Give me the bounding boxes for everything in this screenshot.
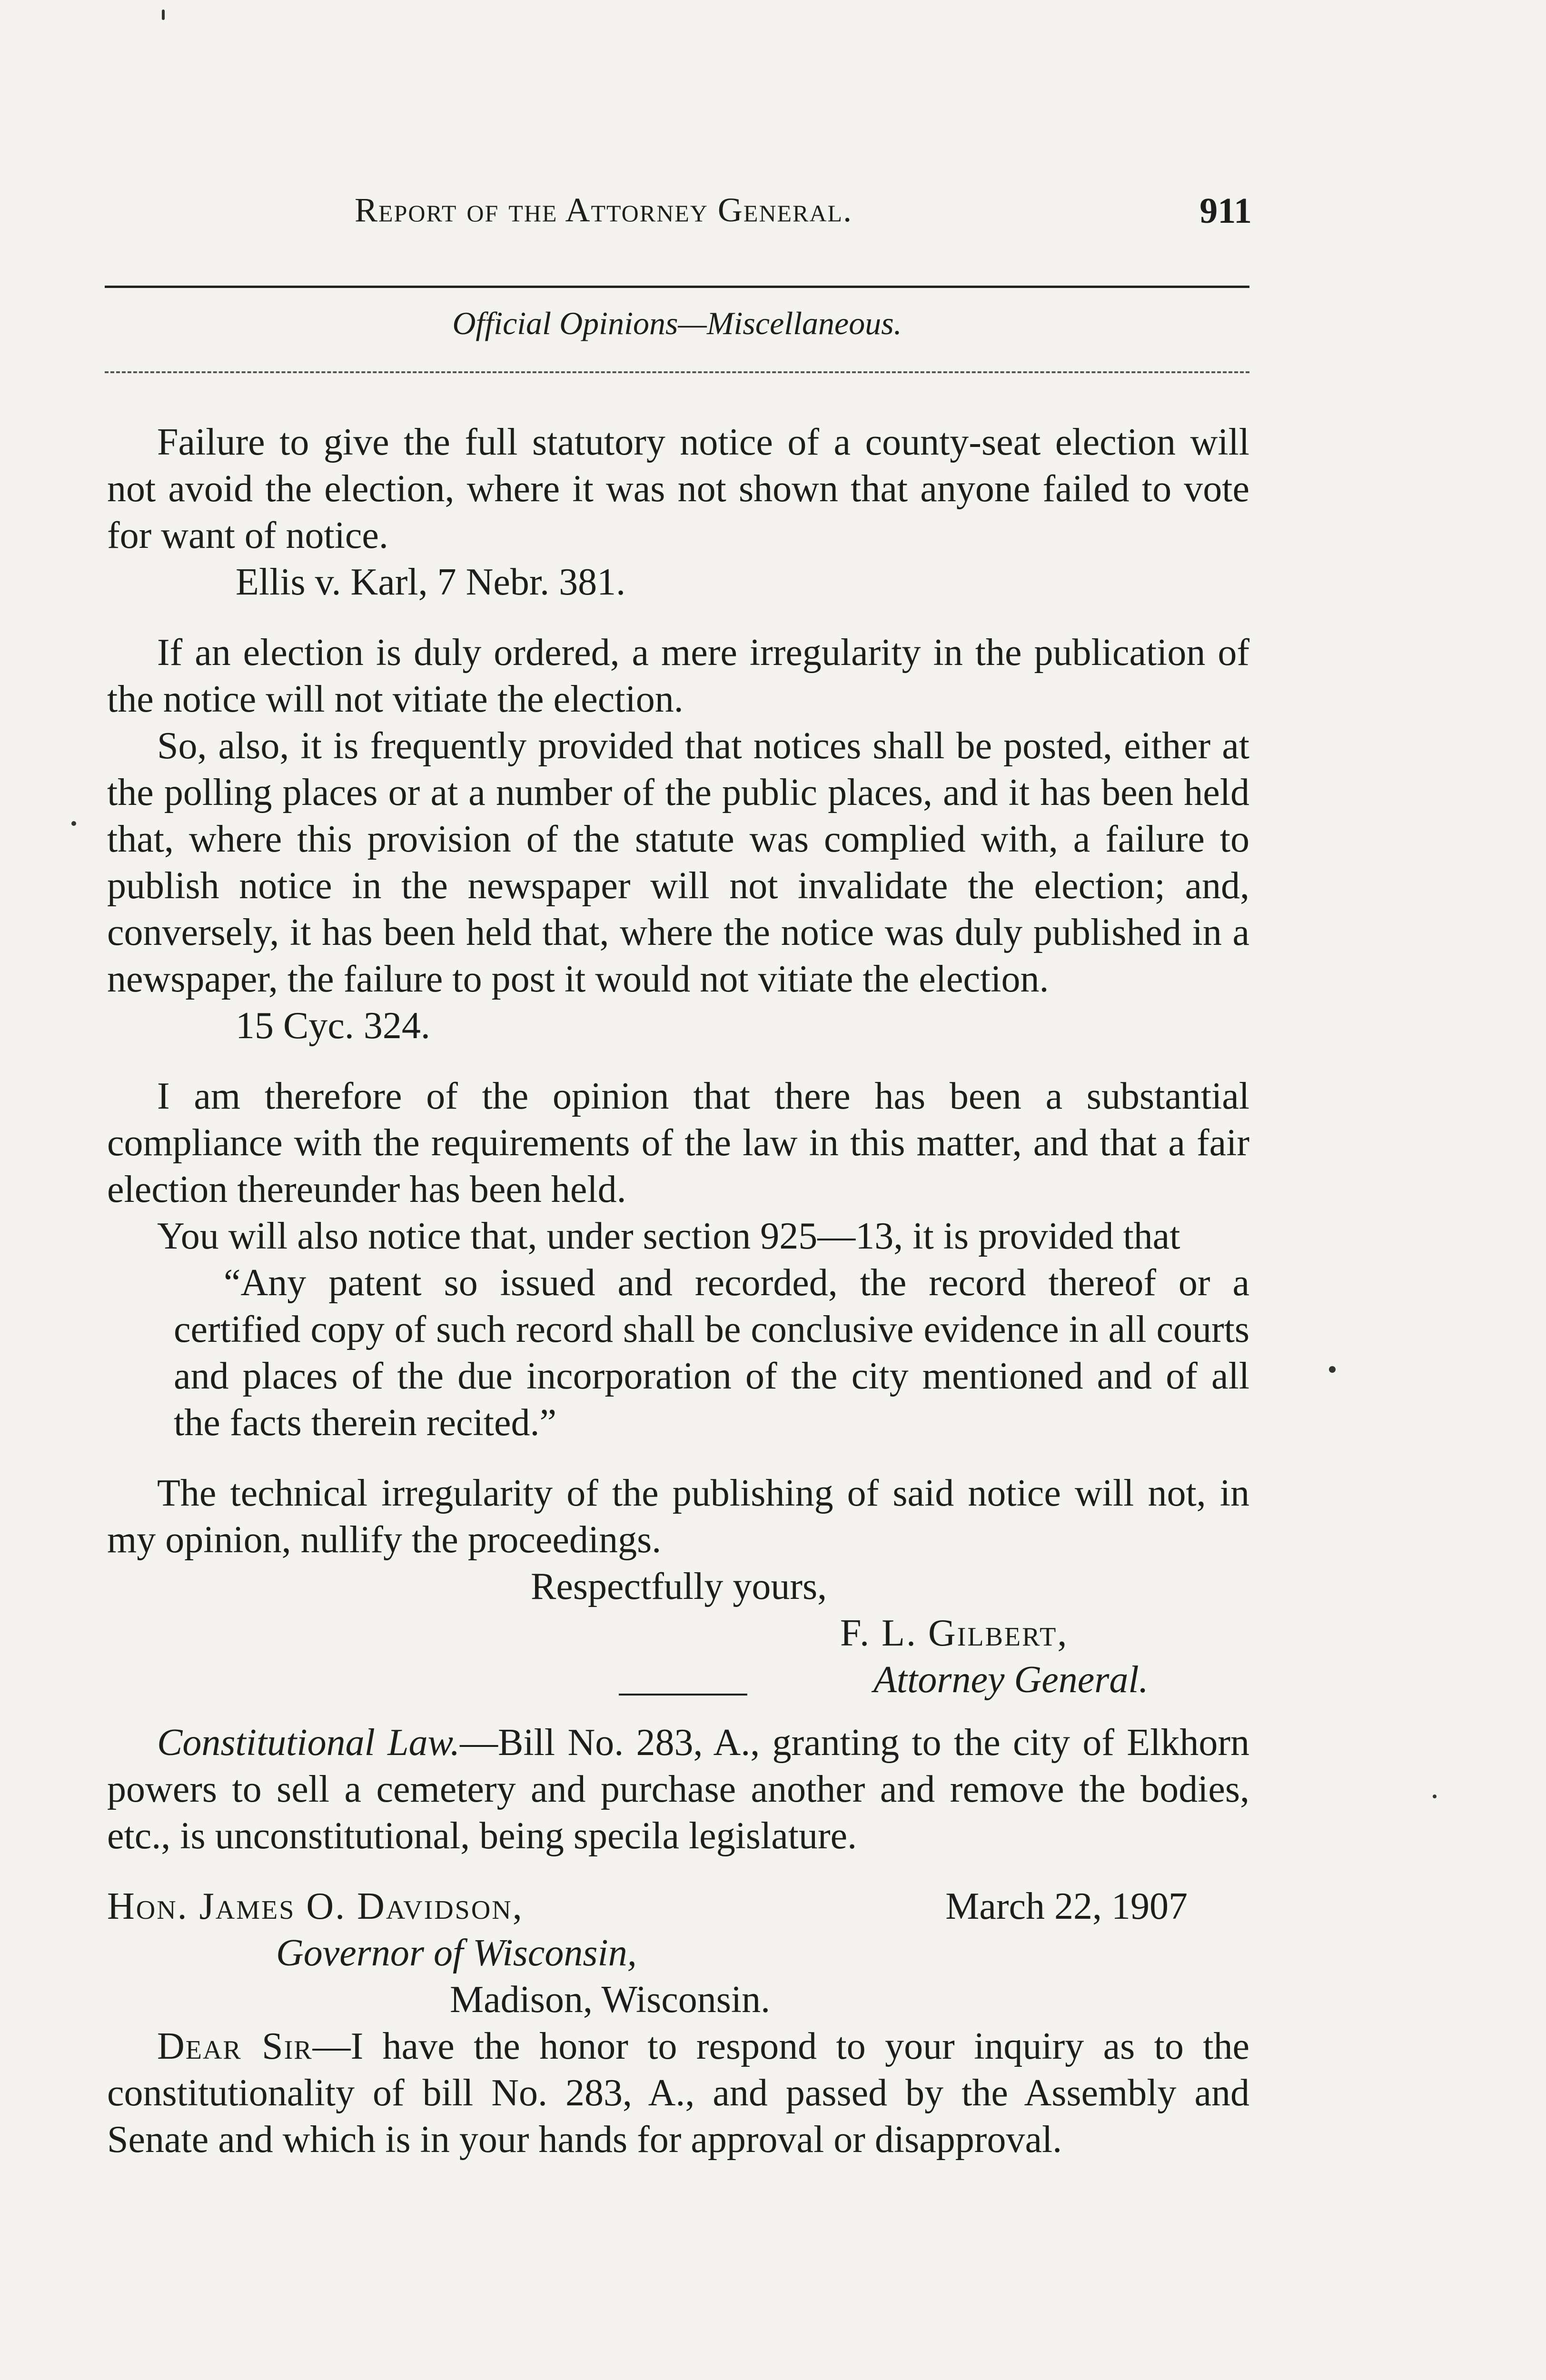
opinion-separator [619,1694,747,1696]
print-speck [71,821,76,826]
signer-name [840,1610,1249,1656]
paragraph-section: You will also notice that, under section 925—13, it is provided that [157,1215,1180,1257]
print-speck [1329,1366,1336,1373]
addressee-name: Hon. James O. Davidson, [107,1885,524,1927]
paragraph-irregularity: If an election is duly ordered, a mere irregularity in the publication of the notice will not vitiate the election. [107,632,1249,720]
print-speck [162,10,165,20]
page-number: 911 [1199,191,1252,231]
paragraph-conclusion: The technical irregularity of the publishing of said notice will not, in my opinion, nullify the proceedings. [107,1472,1249,1561]
syllabus-topic: Constitutional Law. [157,1722,460,1764]
print-speck [1433,1795,1437,1798]
section-divider [105,371,1249,373]
section-heading: Official Opinions—Miscellaneous. [452,305,902,341]
address-line [107,1883,1249,1930]
running-title: Report of the Attorney General. [355,191,853,229]
citation-ellis: Ellis v. Karl, 7 Nebr. 381. [236,561,626,603]
paragraph-opinion: I am therefore of the opinion that there has been a substantial compliance with the requirements of the law in this matter, and that a fair election thereunder has been held. [107,1075,1249,1210]
letter-opening [107,2023,1249,2163]
complimentary-close: Respectfully yours, [531,1566,827,1607]
syllabus-text: —Bill No. 283, A., granting to the city of Elkhorn powers to sell a cemetery and purchase another and remove the bodies, etc., is unconstitutional, being specila legislature. [107,1722,1250,1857]
letter-opening-text: —I have the honor to respond to your inquiry as to the constitutionality of bill No. 283, A., and passed by the Assembly and Senate and which is in your hands for approval or disapproval. [107,2025,1249,2161]
page-body [107,419,1249,2163]
signer-name-text: F. L. Gilbert, [840,1612,1069,1654]
running-header [109,186,1252,243]
citation-cyc: 15 Cyc. 324. [236,1005,430,1047]
letter-date: March 22, 1907 [945,1885,1188,1927]
salutation: Dear Sir [157,2025,313,2067]
signer-title: Attorney General. [873,1659,1149,1701]
opinion-syllabus [107,1719,1249,1859]
paragraph-notice-rule: Failure to give the full statutory notice of a county-seat election will not avoid the election, where it was not shown that anyone failed to vote for want of notice. [107,421,1249,556]
statute-quote: “Any patent so issued and recorded, the record thereof or a certified copy of such record shall be conclusive evidence in all courts and places of the due incorporation of the city mentioned and of all the facts therein recited.” [174,1262,1249,1444]
paragraph-posting: So, also, it is frequently provided that notices shall be posted, either at the polling places or at a number of the public places, and it has been held that, where this provision of the statute was complied with, a failure to publish notice in the newspaper will not invalidate the election; and, conversely, it has been held that, where the notice was duly published in a newspaper, the failure to post it would not vitiate the election. [107,725,1249,1000]
addressee-title: Governor of Wisconsin, [276,1932,637,1974]
header-rule [105,286,1249,288]
addressee-city: Madison, Wisconsin. [450,1979,771,2021]
